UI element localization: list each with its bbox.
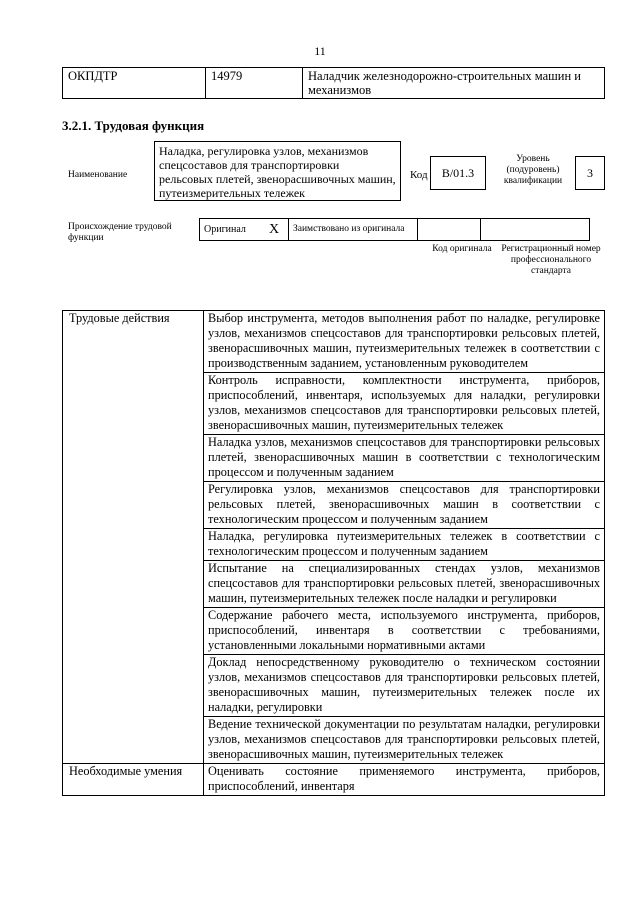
action-item: Содержание рабочего места, используемого инструмента, приборов, приспособлений, инвентаря в соответствии с требованиями, установленными локальными нормативными актами <box>204 608 605 655</box>
okpdtr-table <box>62 67 605 99</box>
action-item: Ведение технической документации по результатам наладки, регулировки узлов, механизмов спецсоставов для транспортировки рельсовых плетей, звенорасшивочных машин, путеизмерительных тележек <box>204 717 605 764</box>
action-item: Контроль исправности, комплектности инструмента, приборов, приспособлений, инвентаря, используемых для наладки, регулировки узлов, механизмов спецсоставов для транспортировки рельсовых плетей, звенорасшивочных машин, путеизмерительных тележек <box>204 373 605 435</box>
original-label: Оригинал <box>200 219 261 241</box>
skills-label: Необходимые умения <box>63 764 204 796</box>
section-title: 3.2.1. Трудовая функция <box>62 118 205 133</box>
action-item: Регулировка узлов, механизмов спецсоставов для транспортировки рельсовых плетей, звенорасшивочных машин в соответствии с технологическим процессом и полученным заданием <box>204 482 605 529</box>
level-label: Уровень (подуровень) квалификации <box>503 154 563 186</box>
action-item: Испытание на специализированных стендах узлов, механизмов спецсоставов для транспортировки рельсовых плетей, звенорасшивочных машин, путеизмерительных тележек после наладки и регулировки <box>204 561 605 608</box>
kod-value: B/01.3 <box>430 156 486 190</box>
actions-label: Трудовые действия <box>63 311 204 764</box>
main-table <box>62 310 605 796</box>
level-value: 3 <box>575 156 605 190</box>
skill-item: Оценивать состояние применяемого инструмента, приборов, приспособлений, инвентаря <box>204 764 605 796</box>
origin-table <box>199 218 590 241</box>
action-item: Доклад непосредственному руководителю о техническом состоянии узлов, механизмов спецсоставов для транспортировки рельсовых плетей, звенорасшивочных машин, путеизмерительных тележек после их наладки, регулировки <box>204 655 605 717</box>
okpdtr-title: Наладчик железнодорожно-строительных машин и механизмов <box>303 68 605 99</box>
kod-label: Код <box>410 169 428 181</box>
action-item: Наладка, регулировка путеизмерительных тележек в соответствии с технологическим процессом и полученным заданием <box>204 529 605 561</box>
origin-reg-cell <box>481 219 590 241</box>
function-name: Наладка, регулировка узлов, механизмов спецсоставов для транспортировки рельсовых плетей, звенорасшивочных машин, путеизмерительных тележек <box>154 141 401 201</box>
name-label: Наименование <box>68 170 128 180</box>
origin-label: Происхождение трудовой функции <box>68 222 172 243</box>
page-number: 11 <box>314 44 326 58</box>
action-item: Выбор инструмента, методов выполнения работ по наладке, регулировке узлов, механизмов спецсоставов для транспортировки рельсовых плетей, звенорасшивочных машин, путеизмерительных тележек в соответствии с производственным заданием, установленным руководителем <box>204 311 605 373</box>
origin-code-cell <box>418 219 481 241</box>
action-item: Наладка узлов, механизмов спецсоставов для транспортировки рельсовых плетей, звенорасшивочных машин в соответствии с технологическим процессом и полученным заданием <box>204 435 605 482</box>
borrowed-label: Заимствовано из оригинала <box>289 219 418 241</box>
original-mark: X <box>260 219 289 241</box>
okpdtr-label: ОКПДТР <box>63 68 206 99</box>
code-caption: Код оригинала <box>432 244 492 254</box>
okpdtr-code: 14979 <box>206 68 303 99</box>
reg-caption: Регистрационный номер профессионального стандарта <box>501 244 601 276</box>
